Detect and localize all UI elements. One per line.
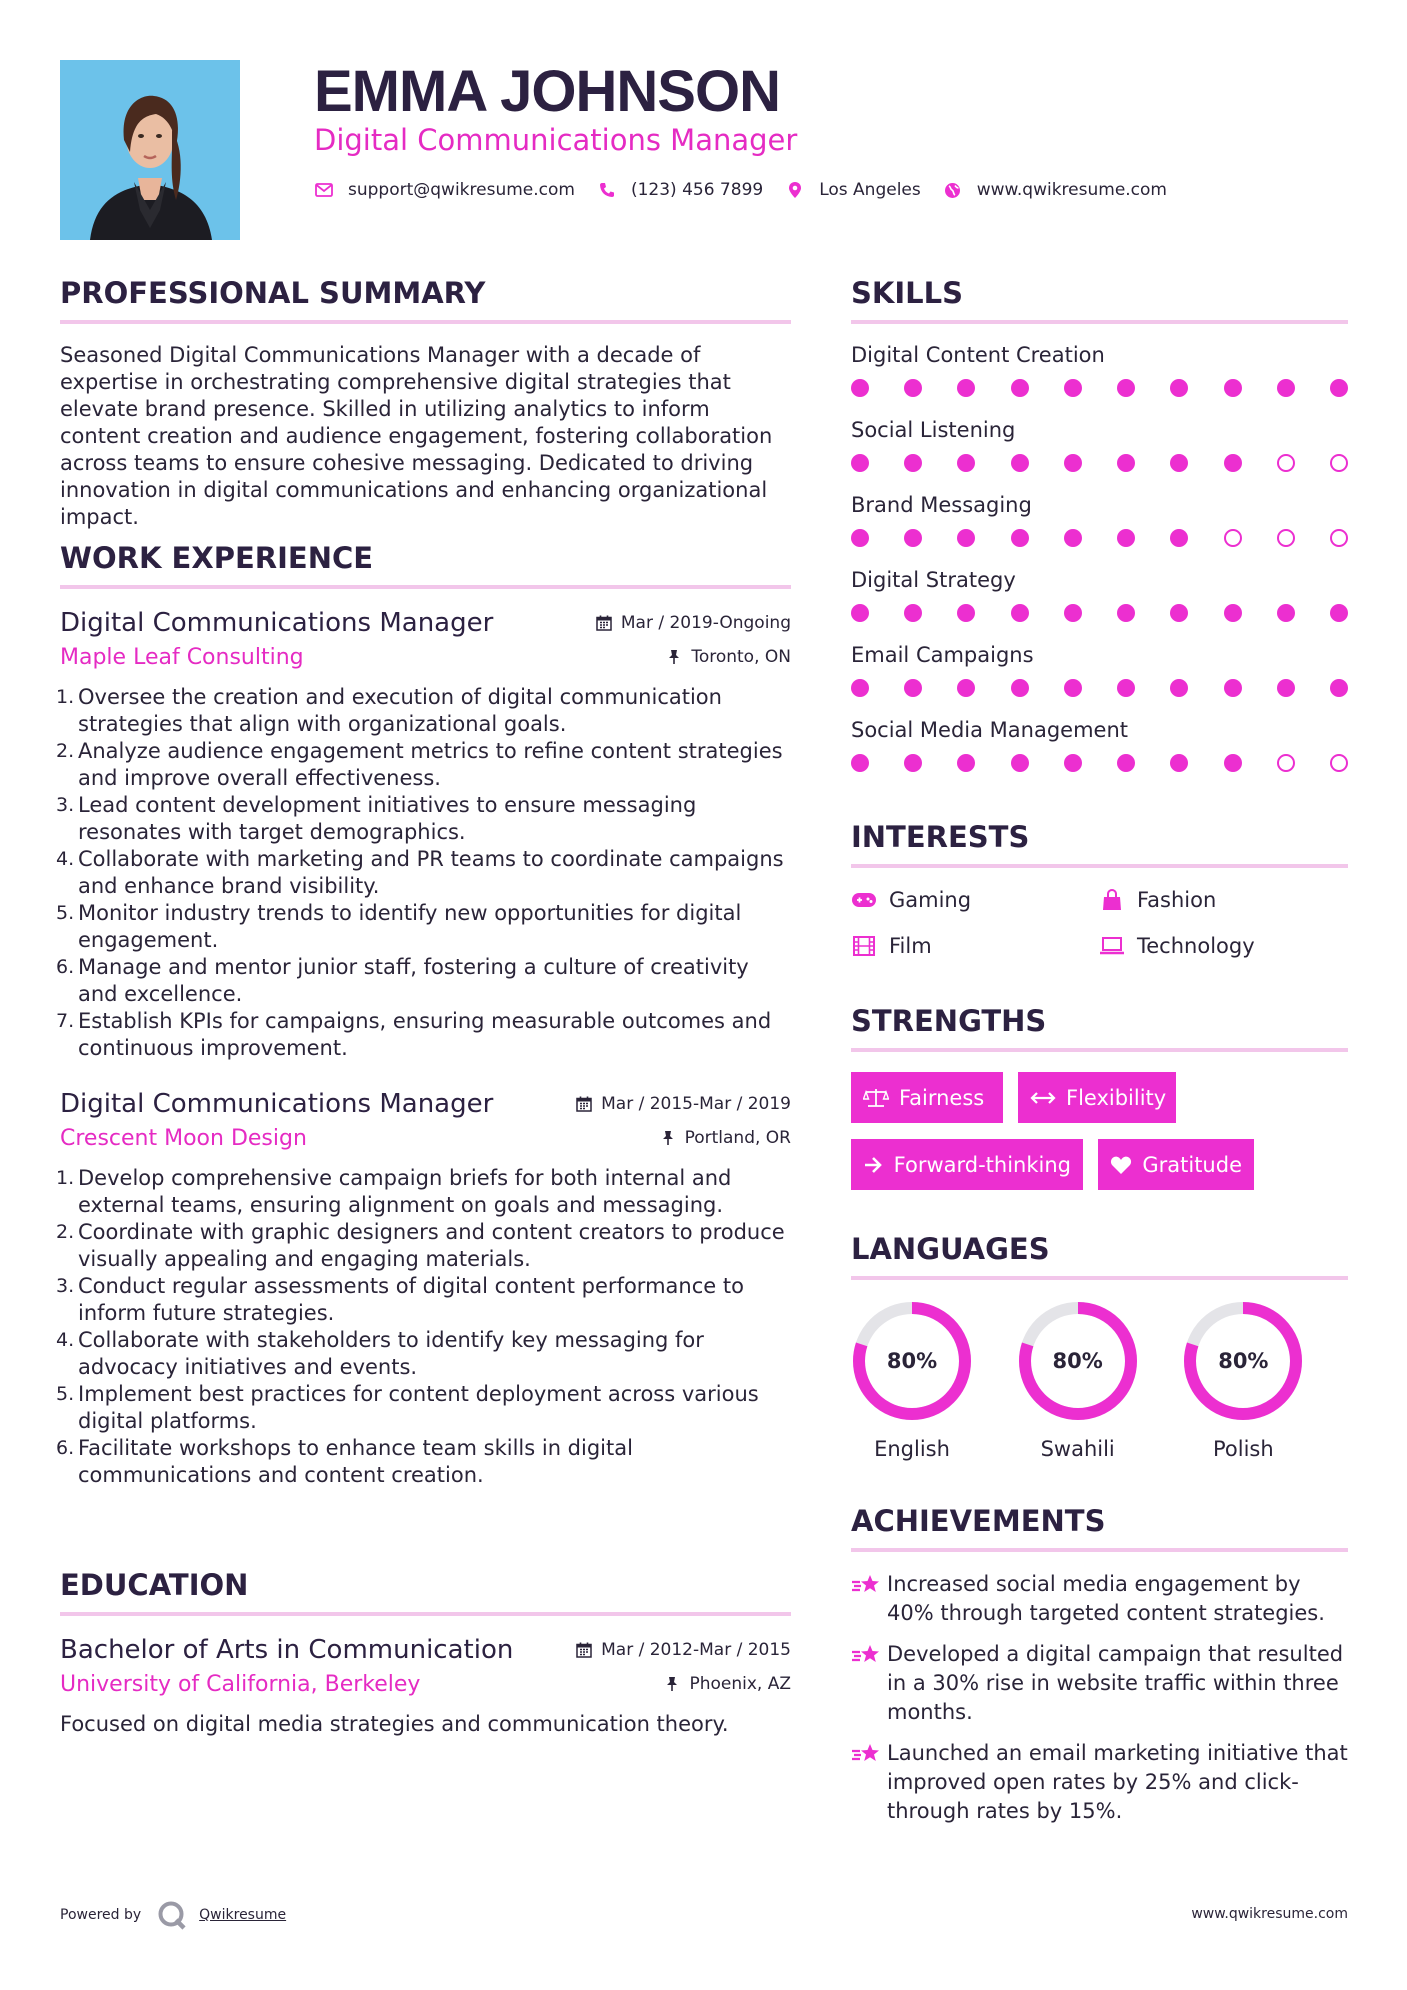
rating-dot-filled	[957, 379, 975, 397]
achievements-section	[851, 1504, 1348, 1838]
balance-scale-icon	[863, 1087, 889, 1109]
strength-chip: Flexibility	[1018, 1072, 1176, 1123]
section-divider	[851, 1276, 1348, 1280]
skill-rating	[851, 378, 1348, 398]
list-item: 5. Implement best practices for content deployment across various digital platforms.	[56, 1382, 759, 1433]
list-item: 1. Develop comprehensive campaign briefs for both internal and external teams, ensuring alignment on goals and messaging.	[56, 1166, 732, 1217]
contact-location: Los Angeles	[819, 180, 921, 200]
rating-dot-filled	[851, 454, 869, 472]
job-location-text: Toronto, ON	[691, 647, 791, 667]
education-dates-text: Mar / 2012-Mar / 2015	[601, 1640, 791, 1660]
footer-url[interactable]: www.qwikresume.com	[1191, 1906, 1348, 1922]
interest-technology: Technology	[1099, 932, 1348, 960]
languages-list	[851, 1300, 1348, 1463]
job-company: Maple Leaf Consulting	[60, 645, 304, 670]
rating-dot-filled	[1224, 379, 1242, 397]
arrow-right-icon	[863, 1154, 884, 1176]
job-dates-text: Mar / 2019-Ongoing	[620, 613, 791, 633]
strength-chip: Gratitude	[1098, 1139, 1254, 1190]
interest-film: Film	[851, 932, 1099, 960]
rating-dot-empty	[1224, 529, 1242, 547]
job-dates	[595, 613, 791, 633]
rating-dot-filled	[1011, 454, 1029, 472]
calendar-icon	[595, 614, 613, 632]
job-location	[665, 647, 791, 667]
rating-dot-filled	[1170, 454, 1188, 472]
rating-dot-filled	[1117, 454, 1135, 472]
skill-name: Digital Content Creation	[851, 343, 1105, 367]
contact-bar	[314, 178, 1189, 202]
skills-list	[851, 342, 1348, 773]
education-location-text: Phoenix, AZ	[689, 1674, 791, 1694]
rating-dot-filled	[1117, 379, 1135, 397]
rating-dot-filled	[957, 454, 975, 472]
phone-icon	[597, 180, 617, 200]
film-icon	[851, 935, 877, 957]
strengths-list	[851, 1072, 1348, 1190]
rating-dot-filled	[1170, 754, 1188, 772]
rating-dot-filled	[904, 754, 922, 772]
rating-dot-filled	[957, 604, 975, 622]
rating-dot-empty	[1277, 754, 1295, 772]
rating-dot-filled	[1170, 529, 1188, 547]
shooting-star-icon	[851, 1570, 887, 1628]
skill-name: Social Media Management	[851, 718, 1129, 742]
strengths-section	[851, 1004, 1348, 1190]
strength-chip: Forward-thinking	[851, 1139, 1083, 1190]
education-section	[60, 1568, 791, 1738]
rating-dot-filled	[904, 529, 922, 547]
rating-dot-empty	[1330, 529, 1348, 547]
list-item: 7. Establish KPIs for campaigns, ensuring measurable outcomes and continuous improvement.	[56, 1009, 772, 1060]
list-item: 3. Conduct regular assessments of digital content performance to inform future strategies.	[56, 1274, 744, 1325]
rating-dot-filled	[1011, 604, 1029, 622]
rating-dot-filled	[1330, 679, 1348, 697]
rating-dot-filled	[1064, 754, 1082, 772]
section-divider	[851, 320, 1348, 324]
list-item: 4. Collaborate with marketing and PR teams to coordinate campaigns and enhance brand visibility.	[56, 847, 784, 898]
rating-dot-filled	[1064, 604, 1082, 622]
rating-dot-filled	[1277, 379, 1295, 397]
skill-name: Brand Messaging	[851, 493, 1032, 517]
rating-dot-filled	[1117, 529, 1135, 547]
language-name: Swahili	[1040, 1437, 1115, 1461]
skills-heading: SKILLS	[851, 276, 963, 310]
rating-dot-filled	[1277, 604, 1295, 622]
arrows-horizontal-icon	[1030, 1087, 1056, 1109]
job-entry	[56, 607, 791, 1062]
list-item: 5. Monitor industry trends to identify new opportunities for digital engagement.	[56, 901, 742, 952]
skill-rating	[851, 753, 1348, 773]
rating-dot-filled	[1330, 379, 1348, 397]
rating-dot-empty	[1277, 529, 1295, 547]
footer-powered-by	[60, 1898, 286, 1932]
achievement-text: Increased social media engagement by 40% through targeted content strategies.	[887, 1572, 1325, 1625]
achievement-text: Launched an email marketing initiative that improved open rates by 25% and click-through rates by 15%.	[887, 1741, 1348, 1823]
rating-dot-empty	[1330, 454, 1348, 472]
pushpin-icon	[663, 1675, 681, 1693]
section-divider	[851, 864, 1348, 868]
language-item	[1017, 1300, 1183, 1463]
list-item: 1. Oversee the creation and execution of digital communication strategies that align with organizational goals.	[56, 685, 722, 736]
rating-dot-filled	[957, 679, 975, 697]
section-divider	[851, 1048, 1348, 1052]
section-divider	[60, 585, 791, 589]
section-divider	[60, 1612, 791, 1616]
rating-dot-filled	[1224, 679, 1242, 697]
job-dates-text: Mar / 2015-Mar / 2019	[601, 1094, 791, 1114]
language-percent: 80%	[886, 1349, 938, 1373]
rating-dot-filled	[851, 679, 869, 697]
degree-title: Bachelor of Arts in Communication	[60, 1635, 514, 1665]
experience-section	[56, 541, 791, 1489]
rating-dot-filled	[1011, 379, 1029, 397]
skill-rating	[851, 453, 1348, 473]
qwikresume-link[interactable]: Qwikresume	[199, 1907, 287, 1923]
language-item	[1182, 1300, 1348, 1463]
list-item: 2. Coordinate with graphic designers and content creators to produce visually appealing and engaging materials.	[56, 1220, 785, 1271]
strengths-heading: STRENGTHS	[851, 1004, 1047, 1038]
pushpin-icon	[659, 1129, 677, 1147]
language-percent: 80%	[1052, 1349, 1103, 1373]
rating-dot-filled	[1117, 754, 1135, 772]
rating-dot-empty	[1277, 454, 1295, 472]
powered-by-label: Powered by	[60, 1907, 142, 1923]
rating-dot-filled	[957, 529, 975, 547]
summary-text: Seasoned Digital Communications Manager with a decade of expertise in orchestrating comprehensive digital strategies that elevate brand presence. Skilled in utilizing analytics to inform content creation and audience engagement, fostering collaboration across teams to ensure cohesive messaging. Dedicated to driving innovation in digital communications and enhancing organizational impact.	[60, 343, 773, 529]
contact-website[interactable]: www.qwikresume.com	[976, 180, 1167, 200]
rating-dot-filled	[1011, 529, 1029, 547]
interest-gaming: Gaming	[851, 886, 1099, 914]
rating-dot-filled	[1064, 454, 1082, 472]
achievement-item	[851, 1739, 1348, 1826]
rating-dot-filled	[904, 679, 922, 697]
list-item: 2. Analyze audience engagement metrics to refine content strategies and improve overall effectiveness.	[56, 739, 783, 790]
candidate-name: EMMA JOHNSON	[314, 59, 780, 124]
language-name: English	[874, 1437, 950, 1461]
globe-icon	[943, 180, 963, 200]
map-pin-icon	[785, 180, 805, 200]
rating-dot-filled	[1224, 454, 1242, 472]
rating-dot-filled	[1170, 604, 1188, 622]
rating-dot-filled	[851, 529, 869, 547]
education-entry	[60, 1634, 791, 1738]
rating-dot-filled	[957, 754, 975, 772]
rating-dot-filled	[1064, 679, 1082, 697]
list-item: 6. Manage and mentor junior staff, fostering a culture of creativity and excellence.	[56, 955, 749, 1006]
job-entry	[56, 1088, 791, 1489]
skill-name: Digital Strategy	[851, 568, 1016, 592]
interests-section	[851, 820, 1348, 960]
interest-fashion: Fashion	[1099, 886, 1348, 914]
skill-rating	[851, 603, 1348, 623]
rating-dot-filled	[1170, 679, 1188, 697]
rating-dot-filled	[904, 604, 922, 622]
profile-photo	[60, 60, 240, 240]
rating-dot-filled	[851, 604, 869, 622]
rating-dot-filled	[1064, 529, 1082, 547]
list-item: 6. Facilitate workshops to enhance team skills in digital communications and content creation.	[56, 1436, 633, 1487]
education-heading: EDUCATION	[60, 1568, 249, 1602]
skill-name: Social Listening	[851, 418, 1016, 442]
job-location-text: Portland, OR	[684, 1128, 791, 1148]
education-dates	[575, 1640, 791, 1660]
job-dates	[575, 1094, 791, 1114]
job-company: Crescent Moon Design	[60, 1126, 307, 1151]
rating-dot-empty	[1330, 754, 1348, 772]
skill-name: Email Campaigns	[851, 643, 1034, 667]
experience-heading: WORK EXPERIENCE	[60, 541, 374, 575]
rating-dot-filled	[1170, 379, 1188, 397]
rating-dot-filled	[1330, 604, 1348, 622]
language-item	[851, 1300, 1017, 1463]
achievement-text: Developed a digital campaign that resulted in a 30% rise in website traffic within three months.	[887, 1642, 1344, 1724]
summary-section	[60, 276, 791, 531]
job-bullets	[56, 684, 791, 1062]
list-item: 4. Collaborate with stakeholders to identify key messaging for advocacy initiatives and events.	[56, 1328, 704, 1379]
summary-heading: PROFESSIONAL SUMMARY	[60, 276, 486, 310]
skill-rating	[851, 528, 1348, 548]
language-progress-ring	[1182, 1300, 1304, 1422]
candidate-role: Digital Communications Manager	[314, 123, 798, 157]
rating-dot-filled	[851, 754, 869, 772]
calendar-icon	[575, 1095, 593, 1113]
shopping-bag-icon	[1099, 889, 1125, 911]
section-divider	[60, 320, 791, 324]
school-name: University of California, Berkeley	[60, 1672, 421, 1697]
pushpin-icon	[665, 648, 683, 666]
language-progress-ring	[851, 1300, 973, 1422]
rating-dot-filled	[904, 454, 922, 472]
rating-dot-filled	[1011, 679, 1029, 697]
calendar-icon	[575, 1641, 593, 1659]
job-title: Digital Communications Manager	[60, 608, 494, 638]
shooting-star-icon	[851, 1640, 887, 1727]
education-location	[663, 1674, 791, 1694]
language-progress-ring	[1017, 1300, 1139, 1422]
laptop-icon	[1099, 935, 1125, 957]
languages-section	[851, 1232, 1348, 1463]
contact-phone[interactable]: (123) 456 7899	[630, 180, 764, 200]
achievements-heading: ACHIEVEMENTS	[851, 1504, 1106, 1538]
languages-heading: LANGUAGES	[851, 1232, 1050, 1266]
strength-chip: Fairness	[851, 1072, 1003, 1123]
list-item: 3. Lead content development initiatives to ensure messaging resonates with target demographics.	[56, 793, 697, 844]
qwikresume-logo-icon	[157, 1900, 187, 1930]
education-description: Focused on digital media strategies and communication theory.	[60, 1712, 729, 1736]
heart-icon	[1110, 1154, 1132, 1176]
section-divider	[851, 1548, 1348, 1552]
achievement-item	[851, 1640, 1348, 1727]
job-bullets	[56, 1165, 791, 1489]
rating-dot-filled	[851, 379, 869, 397]
achievements-list	[851, 1570, 1348, 1826]
job-location	[659, 1128, 791, 1148]
interests-list	[851, 886, 1348, 960]
gamepad-icon	[851, 889, 877, 911]
skill-rating	[851, 678, 1348, 698]
skills-section	[851, 276, 1348, 792]
rating-dot-filled	[1277, 679, 1295, 697]
rating-dot-filled	[1011, 754, 1029, 772]
rating-dot-filled	[1117, 679, 1135, 697]
rating-dot-filled	[1224, 604, 1242, 622]
rating-dot-filled	[1224, 754, 1242, 772]
shooting-star-icon	[851, 1739, 887, 1826]
rating-dot-filled	[1064, 379, 1082, 397]
interests-heading: INTERESTS	[851, 820, 1030, 854]
envelope-icon	[314, 180, 334, 200]
language-name: Polish	[1213, 1437, 1274, 1461]
achievement-item	[851, 1570, 1348, 1628]
rating-dot-filled	[904, 379, 922, 397]
language-percent: 80%	[1218, 1349, 1269, 1373]
rating-dot-filled	[1117, 604, 1135, 622]
contact-email[interactable]: support@qwikresume.com	[348, 180, 575, 200]
job-title: Digital Communications Manager	[60, 1089, 494, 1119]
